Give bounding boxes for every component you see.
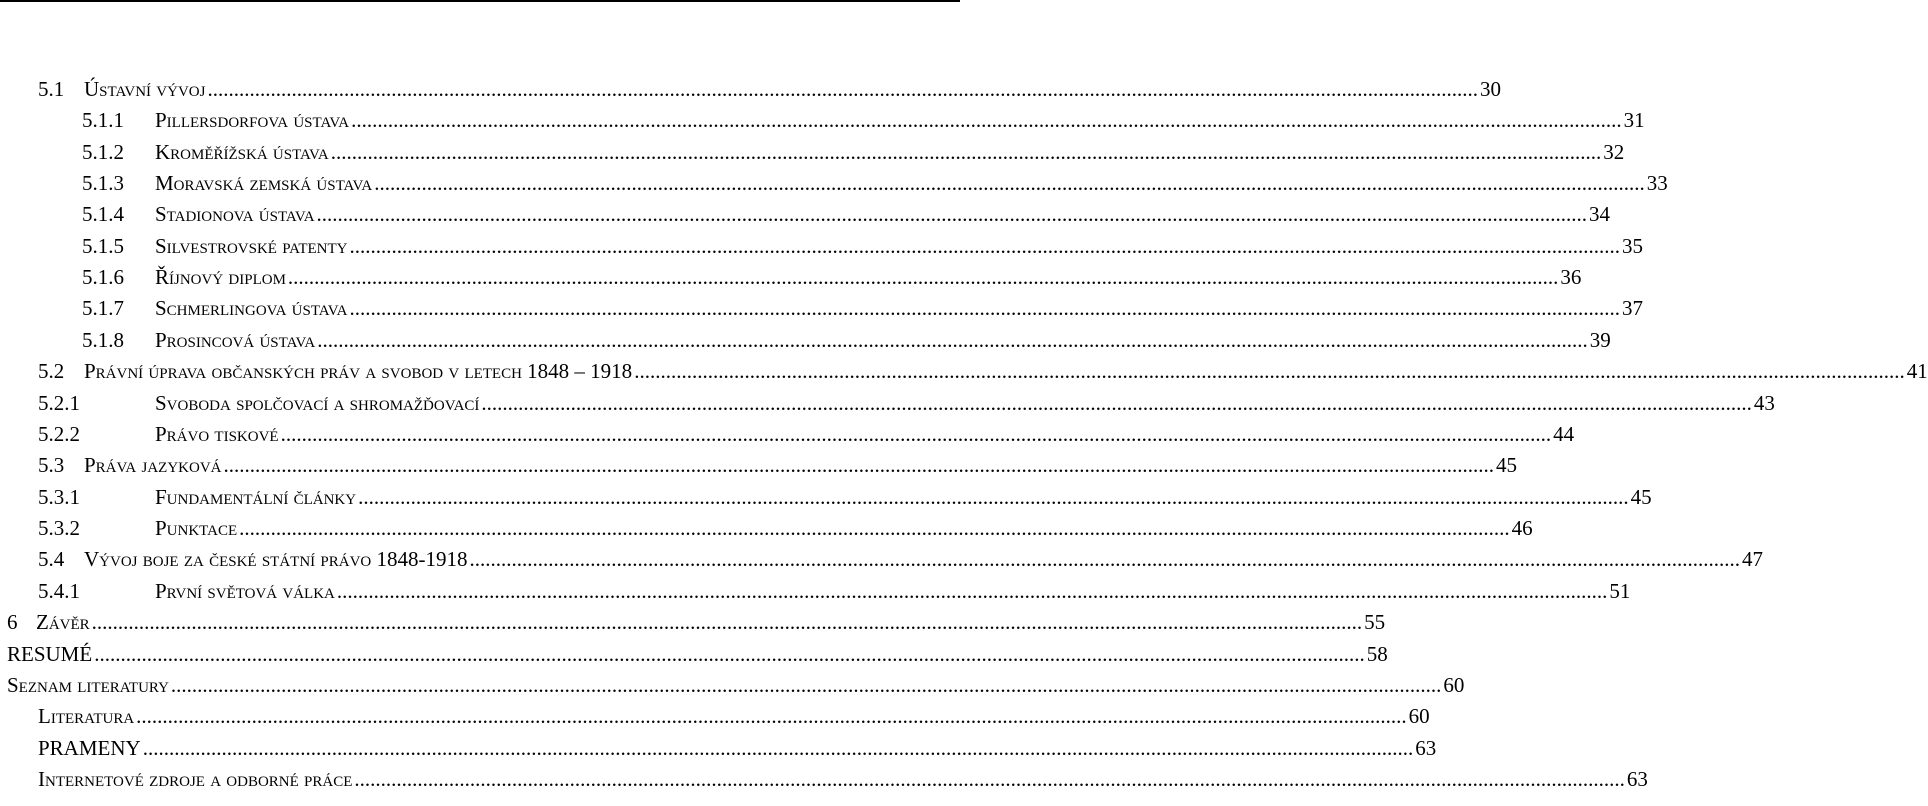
- toc-dot-leader: [94, 639, 1365, 669]
- toc-entry-title: Vývoj boje za české státní právo 1848-1918: [84, 547, 468, 571]
- toc-entry[interactable]: [38, 419, 1575, 449]
- toc-entry-title: Právní úprava občanských práv a svobod v letech 1848 – 1918: [84, 359, 633, 383]
- toc-entry-page: 45: [1496, 453, 1517, 477]
- toc-entry-title: Punktace: [155, 516, 238, 540]
- toc-entry-number: 5.3.1: [38, 485, 80, 509]
- toc-entry[interactable]: [82, 105, 1645, 135]
- toc-entry-page: 55: [1364, 610, 1386, 634]
- toc-dot-leader: [207, 74, 1478, 104]
- toc-entry-number: 5.4: [38, 547, 65, 571]
- toc-entry-title: Práva jazyková: [84, 453, 222, 477]
- toc-entry[interactable]: [7, 670, 1465, 700]
- toc-entry-number: 5.1.8: [82, 328, 124, 352]
- toc-entry-page: 39: [1589, 328, 1611, 352]
- toc-entry[interactable]: [38, 74, 1501, 104]
- toc-entry-number: 5.2.1: [38, 391, 80, 415]
- toc-entry-number: 5.1.7: [82, 296, 124, 320]
- toc-entry-page: 31: [1623, 108, 1645, 132]
- toc-entry[interactable]: [82, 262, 1582, 292]
- toc-dot-leader: [350, 231, 1621, 261]
- toc-entry-number: 5.1: [38, 77, 65, 101]
- toc-entry-title: PRAMENY: [38, 736, 141, 760]
- toc-dot-leader: [481, 388, 1752, 418]
- toc-entry-number: 5.1.4: [82, 202, 124, 226]
- toc-entry-page: 60: [1443, 673, 1465, 697]
- toc-entry-number: 5.1.6: [82, 265, 124, 289]
- toc-entry[interactable]: [38, 544, 1764, 574]
- toc-entry[interactable]: [7, 607, 1386, 637]
- toc-dot-leader: [92, 607, 1363, 637]
- toc-dot-leader: [288, 262, 1559, 292]
- toc-entry-title: Schmerlingova ústava: [155, 296, 348, 320]
- toc-entry-title: Pillersdorfova ústava: [155, 108, 350, 132]
- toc-entry-title: Závěr: [36, 610, 90, 634]
- toc-dot-leader: [143, 733, 1414, 763]
- toc-entry-number: 5.1.1: [82, 108, 124, 132]
- toc-entry-number: 5.2.2: [38, 422, 80, 446]
- toc-entry-page: 44: [1553, 422, 1575, 446]
- toc-entry-page: 32: [1603, 140, 1625, 164]
- toc-entry-page: 41: [1906, 359, 1928, 383]
- toc-entry-number: 6: [7, 610, 18, 634]
- toc-entry-number: 5.1.2: [82, 140, 124, 164]
- toc-entry[interactable]: [38, 356, 1928, 386]
- toc-entry-page: 45: [1630, 485, 1652, 509]
- toc-entry-page: 36: [1560, 265, 1582, 289]
- toc-dot-leader: [317, 325, 1588, 355]
- toc-dot-leader: [281, 419, 1552, 449]
- toc-entry-title: Svoboda spolčovací a shromažďovací: [155, 391, 480, 415]
- toc-dot-leader: [136, 701, 1407, 731]
- toc-entry-number: 5.1.3: [82, 171, 124, 195]
- toc-entry-title: Silvestrovské patenty: [155, 234, 348, 258]
- toc-dot-leader: [317, 199, 1588, 229]
- toc-entry-title: Ústavní vývoj: [84, 77, 206, 101]
- toc-entry[interactable]: [82, 293, 1643, 323]
- toc-entry-title: Internetové zdroje a odborné práce: [38, 767, 353, 791]
- toc-entry-title: Moravská zemská ústava: [155, 171, 373, 195]
- toc-entry-page: 30: [1479, 77, 1501, 101]
- toc-entry-page: 35: [1622, 234, 1644, 258]
- toc-entry[interactable]: [38, 576, 1631, 606]
- toc-entry[interactable]: [38, 482, 1652, 512]
- toc-entry-page: 47: [1742, 547, 1764, 571]
- toc-entry-title: RESUMÉ: [7, 642, 93, 666]
- toc-entry-title: Fundamentální články: [155, 485, 357, 509]
- toc-entry[interactable]: [38, 513, 1533, 543]
- toc-dot-leader: [351, 105, 1622, 135]
- toc-entry-page: 37: [1621, 296, 1643, 320]
- toc-entry-page: 46: [1511, 516, 1533, 540]
- toc-entry-number: 5.1.5: [82, 234, 124, 258]
- toc-entry[interactable]: [82, 325, 1611, 355]
- toc-entry-title: První světová válka: [155, 579, 335, 603]
- toc-entry-page: 33: [1646, 171, 1668, 195]
- toc-entry-page: 63: [1626, 767, 1648, 791]
- toc-entry[interactable]: [82, 168, 1668, 198]
- toc-entry-page: 51: [1609, 579, 1631, 603]
- toc-dot-leader: [374, 168, 1645, 198]
- toc-entry-page: 43: [1753, 391, 1775, 415]
- toc-entry-title: Kroměřížská ústava: [155, 140, 329, 164]
- toc-entry-page: 63: [1415, 736, 1437, 760]
- toc-entry-title: Říjnový diplom: [155, 265, 286, 289]
- toc-dot-leader: [470, 544, 1741, 574]
- toc-dot-leader: [349, 293, 1620, 323]
- toc-dot-leader: [354, 764, 1625, 794]
- top-rule: [0, 0, 960, 2]
- toc-entry-title: Seznam literatury: [7, 673, 169, 697]
- toc-dot-leader: [239, 513, 1510, 543]
- toc-entry[interactable]: [82, 231, 1644, 261]
- toc-entry[interactable]: [7, 639, 1388, 669]
- toc-entry-number: 5.3.2: [38, 516, 80, 540]
- toc-entry-number: 5.3: [38, 453, 65, 477]
- toc-entry-number: 5.2: [38, 359, 65, 383]
- toc-entry[interactable]: [82, 199, 1611, 229]
- toc-entry[interactable]: [82, 137, 1625, 167]
- toc-entry-title: Právo tiskové: [155, 422, 279, 446]
- toc-dot-leader: [331, 137, 1602, 167]
- toc-entry-number: 5.4.1: [38, 579, 80, 603]
- toc-entry[interactable]: [38, 450, 1517, 480]
- toc-entry-title: Literatura: [38, 704, 135, 728]
- toc-entry[interactable]: [38, 764, 1648, 794]
- toc-dot-leader: [634, 356, 1905, 386]
- toc-entry-page: 34: [1589, 202, 1611, 226]
- toc-dot-leader: [171, 670, 1442, 700]
- toc-entry[interactable]: [38, 701, 1430, 731]
- toc-dot-leader: [337, 576, 1608, 606]
- toc-entry-page: 58: [1366, 642, 1388, 666]
- toc-dot-leader: [358, 482, 1629, 512]
- toc-entry[interactable]: [38, 733, 1437, 763]
- toc-entry-page: 60: [1408, 704, 1430, 728]
- toc-entry-title: Prosincová ústava: [155, 328, 316, 352]
- toc-entry[interactable]: [38, 388, 1775, 418]
- toc-entry-title: Stadionova ústava: [155, 202, 315, 226]
- toc-dot-leader: [224, 450, 1495, 480]
